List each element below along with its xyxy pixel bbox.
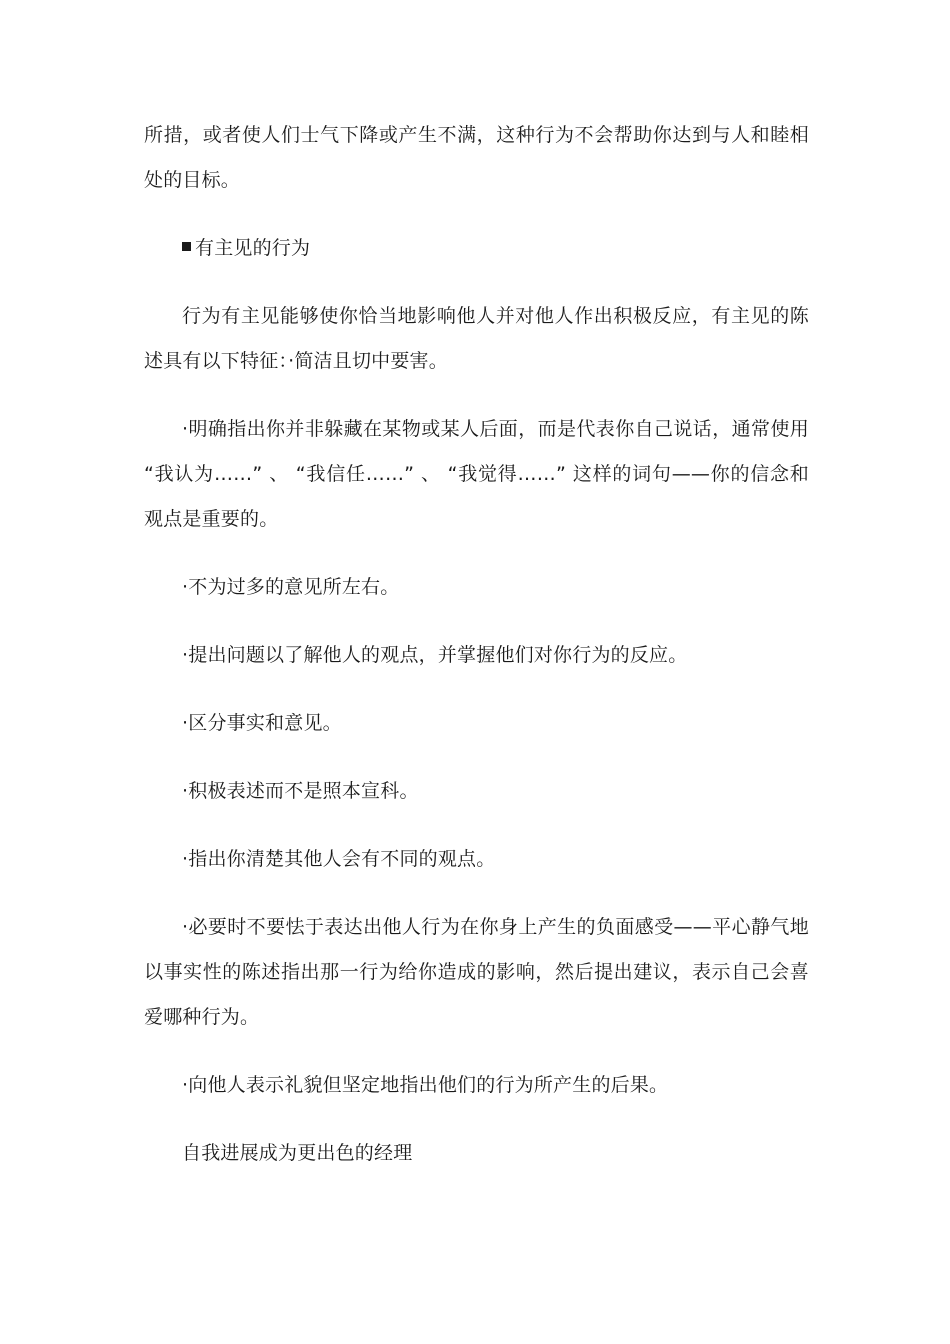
section-heading-text: 有主见的行为	[195, 237, 311, 259]
document-body	[144, 113, 809, 1176]
section-heading	[144, 226, 809, 271]
bullet-item: ·向他人表示礼貌但坚定地指出他们的行为所产生的后果。	[182, 1074, 669, 1096]
bullet-item: ·提出问题以了解他人的观点，并掌握他们对你行为的反应。	[182, 644, 688, 666]
paragraph-intro: 行为有主见能够使你恰当地影响他人并对他人作出积极反应，有主见的陈述具有以下特征：·简洁且切中要害。	[144, 305, 809, 372]
square-bullet-icon	[182, 242, 191, 251]
bullet-item: ·区分事实和意见。	[182, 712, 342, 734]
bullet-item: ·积极表述而不是照本宣科。	[182, 780, 419, 802]
subheading: 自我进展成为更出色的经理	[182, 1142, 413, 1164]
bullet-item: ·不为过多的意见所左右。	[182, 576, 400, 598]
bullet-item: ·明确指出你并非躲藏在某物或某人后面，而是代表你自己说话，通常使用 “我认为……” 、 “我信任……” 、 “我觉得……” 这样的词句——你的信念和观点是重要的。	[144, 418, 809, 530]
bullet-item: ·必要时不要怯于表达出他人行为在你身上产生的负面感受——平心静气地以事实性的陈述指出那一行为给你造成的影响，然后提出建议，表示自己会喜爱哪种行为。	[144, 916, 809, 1028]
bullet-item: ·指出你清楚其他人会有不同的观点。	[182, 848, 496, 870]
paragraph-continuation: 所措，或者使人们士气下降或产生不满，这种行为不会帮助你达到与人和睦相处的目标。	[144, 124, 809, 191]
